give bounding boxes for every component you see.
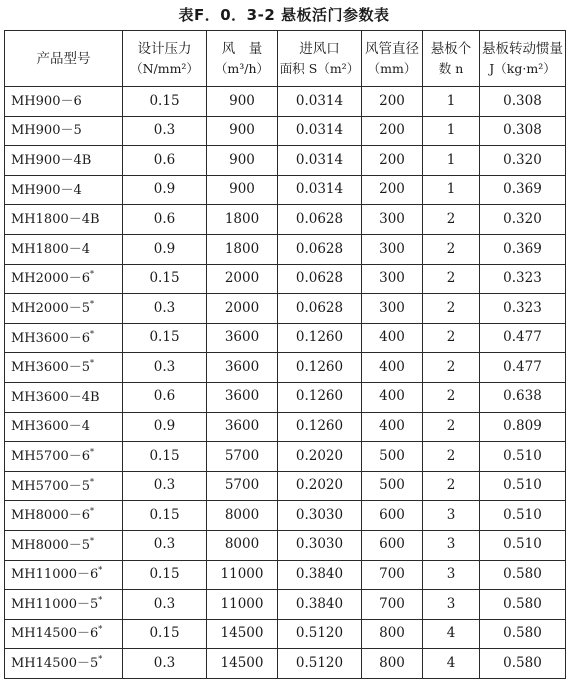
cell-flow: 1800 [207, 205, 278, 235]
cell-diameter: 300 [362, 294, 423, 324]
cell-area: 0.3840 [278, 560, 362, 590]
cell-diameter: 200 [362, 175, 423, 205]
cell-diameter: 500 [362, 442, 423, 472]
table-row [5, 471, 566, 501]
cell-inertia: 0.308 [480, 116, 566, 146]
cell-flow: 11000 [207, 590, 278, 620]
cell-pressure: 0.15 [123, 501, 207, 531]
table-row [5, 382, 566, 412]
model-name: MH5700－5 [11, 478, 91, 494]
table-row [5, 501, 566, 531]
model-mark: * [90, 299, 95, 309]
cell-diameter: 500 [362, 471, 423, 501]
cell-inertia: 0.369 [480, 234, 566, 264]
cell-model [5, 234, 123, 264]
cell-flow: 5700 [207, 442, 278, 472]
cell-diameter: 200 [362, 87, 423, 117]
cell-flow: 2000 [207, 294, 278, 324]
cell-area: 0.0314 [278, 116, 362, 146]
cell-area: 0.5120 [278, 619, 362, 649]
header-label: 悬板转动惯量 [482, 40, 563, 57]
cell-inertia: 0.510 [480, 530, 566, 560]
cell-area: 0.3840 [278, 590, 362, 620]
cell-count: 2 [423, 471, 480, 501]
table-row [5, 353, 566, 383]
cell-diameter: 300 [362, 264, 423, 294]
cell-flow: 1800 [207, 234, 278, 264]
cell-pressure: 0.3 [123, 353, 207, 383]
model-mark: * [98, 565, 103, 575]
cell-model [5, 619, 123, 649]
cell-diameter: 300 [362, 234, 423, 264]
header-area [278, 31, 362, 87]
table-row [5, 412, 566, 442]
model-name: MH2000－5 [11, 300, 91, 316]
cell-pressure: 0.15 [123, 323, 207, 353]
cell-inertia: 0.320 [480, 205, 566, 235]
table-row [5, 442, 566, 472]
model-mark: * [98, 654, 103, 664]
table-row [5, 649, 566, 679]
model-mark: * [90, 358, 95, 368]
cell-flow: 3600 [207, 353, 278, 383]
cell-area: 0.0314 [278, 87, 362, 117]
cell-area: 0.3030 [278, 530, 362, 560]
model-name: MH8000－6 [11, 508, 91, 524]
cell-flow: 3600 [207, 382, 278, 412]
cell-count: 2 [423, 264, 480, 294]
model-mark: * [90, 536, 95, 546]
cell-flow: 14500 [207, 649, 278, 679]
cell-flow: 3600 [207, 323, 278, 353]
parameter-table [4, 30, 566, 679]
cell-model [5, 205, 123, 235]
model-name: MH1800－4B [11, 212, 100, 228]
cell-model [5, 175, 123, 205]
cell-model [5, 146, 123, 176]
cell-inertia: 0.510 [480, 442, 566, 472]
cell-flow: 5700 [207, 471, 278, 501]
cell-diameter: 300 [362, 205, 423, 235]
cell-count: 1 [423, 87, 480, 117]
header-model [5, 31, 123, 87]
cell-flow: 11000 [207, 560, 278, 590]
cell-model [5, 382, 123, 412]
cell-diameter: 600 [362, 501, 423, 531]
cell-diameter: 200 [362, 116, 423, 146]
cell-model [5, 87, 123, 117]
header-unit: 面积 S（m²） [279, 60, 360, 76]
cell-flow: 900 [207, 87, 278, 117]
cell-count: 3 [423, 530, 480, 560]
cell-count: 2 [423, 323, 480, 353]
header-label: 产品型号 [36, 50, 91, 67]
cell-inertia: 0.510 [480, 471, 566, 501]
cell-model [5, 323, 123, 353]
cell-count: 1 [423, 146, 480, 176]
cell-diameter: 800 [362, 619, 423, 649]
cell-inertia: 0.369 [480, 175, 566, 205]
cell-diameter: 400 [362, 382, 423, 412]
table-row [5, 175, 566, 205]
cell-count: 2 [423, 412, 480, 442]
cell-count: 2 [423, 234, 480, 264]
cell-pressure: 0.3 [123, 590, 207, 620]
cell-area: 0.5120 [278, 649, 362, 679]
cell-inertia: 0.580 [480, 649, 566, 679]
cell-diameter: 700 [362, 590, 423, 620]
table-row [5, 323, 566, 353]
table-row [5, 146, 566, 176]
model-mark: * [90, 447, 95, 457]
cell-pressure: 0.3 [123, 116, 207, 146]
model-mark: * [98, 595, 103, 605]
cell-diameter: 600 [362, 530, 423, 560]
cell-model [5, 590, 123, 620]
cell-model [5, 471, 123, 501]
cell-pressure: 0.6 [123, 382, 207, 412]
header-row [5, 31, 566, 87]
cell-pressure: 0.6 [123, 146, 207, 176]
cell-flow: 14500 [207, 619, 278, 649]
cell-flow: 2000 [207, 264, 278, 294]
cell-inertia: 0.580 [480, 590, 566, 620]
table-row [5, 116, 566, 146]
cell-pressure: 0.9 [123, 412, 207, 442]
header-pressure [123, 31, 207, 87]
cell-flow: 3600 [207, 412, 278, 442]
cell-inertia: 0.580 [480, 560, 566, 590]
model-name: MH900－6 [11, 93, 82, 109]
model-name: MH3600－6 [11, 330, 91, 346]
model-name: MH900－4 [11, 182, 82, 198]
cell-area: 0.0314 [278, 175, 362, 205]
header-label: 进风口 [299, 40, 340, 57]
cell-flow: 8000 [207, 501, 278, 531]
cell-pressure: 0.3 [123, 294, 207, 324]
cell-diameter: 800 [362, 649, 423, 679]
model-mark: * [98, 625, 103, 635]
cell-area: 0.0628 [278, 234, 362, 264]
cell-area: 0.0314 [278, 146, 362, 176]
cell-pressure: 0.3 [123, 649, 207, 679]
table-row [5, 560, 566, 590]
header-flow [207, 31, 278, 87]
header-label: 设计压力 [137, 40, 192, 57]
header-label: 悬板个 [430, 40, 472, 57]
model-name: MH11000－6 [11, 567, 99, 583]
table-row [5, 619, 566, 649]
model-name: MH3600－5 [11, 360, 91, 376]
header-unit: （N/mm²） [130, 60, 199, 76]
cell-inertia: 0.580 [480, 619, 566, 649]
table-row [5, 205, 566, 235]
cell-pressure: 0.3 [123, 471, 207, 501]
header-unit: J（kg·m²） [489, 60, 556, 76]
table-row [5, 264, 566, 294]
cell-pressure: 0.15 [123, 619, 207, 649]
cell-model [5, 560, 123, 590]
model-mark: * [90, 270, 95, 280]
cell-pressure: 0.15 [123, 87, 207, 117]
table-row [5, 234, 566, 264]
model-name: MH8000－5 [11, 537, 91, 553]
cell-inertia: 0.323 [480, 264, 566, 294]
header-diameter [362, 31, 423, 87]
cell-flow: 900 [207, 146, 278, 176]
cell-model [5, 412, 123, 442]
cell-inertia: 0.320 [480, 146, 566, 176]
cell-count: 2 [423, 205, 480, 235]
cell-area: 0.2020 [278, 442, 362, 472]
cell-inertia: 0.477 [480, 353, 566, 383]
cell-inertia: 0.323 [480, 294, 566, 324]
cell-pressure: 0.3 [123, 530, 207, 560]
cell-count: 4 [423, 619, 480, 649]
header-unit: 数 n [438, 60, 464, 76]
cell-area: 0.3030 [278, 501, 362, 531]
cell-count: 3 [423, 560, 480, 590]
model-name: MH14500－6 [11, 626, 99, 642]
cell-flow: 900 [207, 175, 278, 205]
cell-inertia: 0.510 [480, 501, 566, 531]
cell-pressure: 0.9 [123, 234, 207, 264]
model-name: MH5700－6 [11, 448, 91, 464]
header-label: 风 量 [221, 40, 263, 57]
cell-model [5, 442, 123, 472]
cell-model [5, 294, 123, 324]
cell-area: 0.1260 [278, 382, 362, 412]
cell-count: 4 [423, 649, 480, 679]
cell-area: 0.0628 [278, 294, 362, 324]
table-row [5, 294, 566, 324]
cell-count: 3 [423, 501, 480, 531]
cell-area: 0.1260 [278, 412, 362, 442]
cell-model [5, 530, 123, 560]
header-count [423, 31, 480, 87]
cell-count: 2 [423, 294, 480, 324]
cell-diameter: 700 [362, 560, 423, 590]
cell-flow: 8000 [207, 530, 278, 560]
cell-inertia: 0.308 [480, 87, 566, 117]
cell-count: 3 [423, 590, 480, 620]
model-name: MH14500－5 [11, 656, 99, 672]
cell-model [5, 501, 123, 531]
cell-count: 1 [423, 175, 480, 205]
cell-inertia: 0.477 [480, 323, 566, 353]
cell-diameter: 400 [362, 412, 423, 442]
header-label: 风管直径 [365, 40, 419, 57]
cell-model [5, 116, 123, 146]
header-unit: （m³/h） [214, 60, 270, 76]
cell-model [5, 353, 123, 383]
table-body [5, 87, 566, 679]
cell-model [5, 264, 123, 294]
cell-pressure: 0.15 [123, 442, 207, 472]
cell-count: 2 [423, 442, 480, 472]
cell-count: 2 [423, 353, 480, 383]
cell-pressure: 0.15 [123, 264, 207, 294]
table-row [5, 530, 566, 560]
cell-diameter: 200 [362, 146, 423, 176]
cell-area: 0.2020 [278, 471, 362, 501]
cell-pressure: 0.6 [123, 205, 207, 235]
cell-area: 0.0628 [278, 205, 362, 235]
model-mark: * [90, 329, 95, 339]
cell-area: 0.1260 [278, 323, 362, 353]
table-title: 表F．0．3-2 悬板活门参数表 [178, 6, 390, 24]
cell-inertia: 0.638 [480, 382, 566, 412]
model-name: MH3600－4B [11, 389, 100, 405]
model-mark: * [90, 477, 95, 487]
model-name: MH3600－4 [11, 419, 91, 435]
cell-area: 0.1260 [278, 353, 362, 383]
table-row [5, 590, 566, 620]
cell-pressure: 0.15 [123, 560, 207, 590]
model-name: MH11000－5 [11, 596, 99, 612]
cell-count: 1 [423, 116, 480, 146]
header-inertia [480, 31, 566, 87]
model-name: MH2000－6 [11, 271, 91, 287]
model-name: MH1800－4 [11, 241, 91, 257]
model-mark: * [90, 506, 95, 516]
cell-count: 2 [423, 382, 480, 412]
cell-flow: 900 [207, 116, 278, 146]
cell-diameter: 400 [362, 353, 423, 383]
cell-model [5, 649, 123, 679]
model-name: MH900－5 [11, 123, 82, 139]
model-name: MH900－4B [11, 152, 92, 168]
header-unit: （mm） [367, 60, 417, 76]
cell-diameter: 400 [362, 323, 423, 353]
cell-pressure: 0.9 [123, 175, 207, 205]
cell-area: 0.0628 [278, 264, 362, 294]
cell-inertia: 0.809 [480, 412, 566, 442]
table-row [5, 87, 566, 117]
